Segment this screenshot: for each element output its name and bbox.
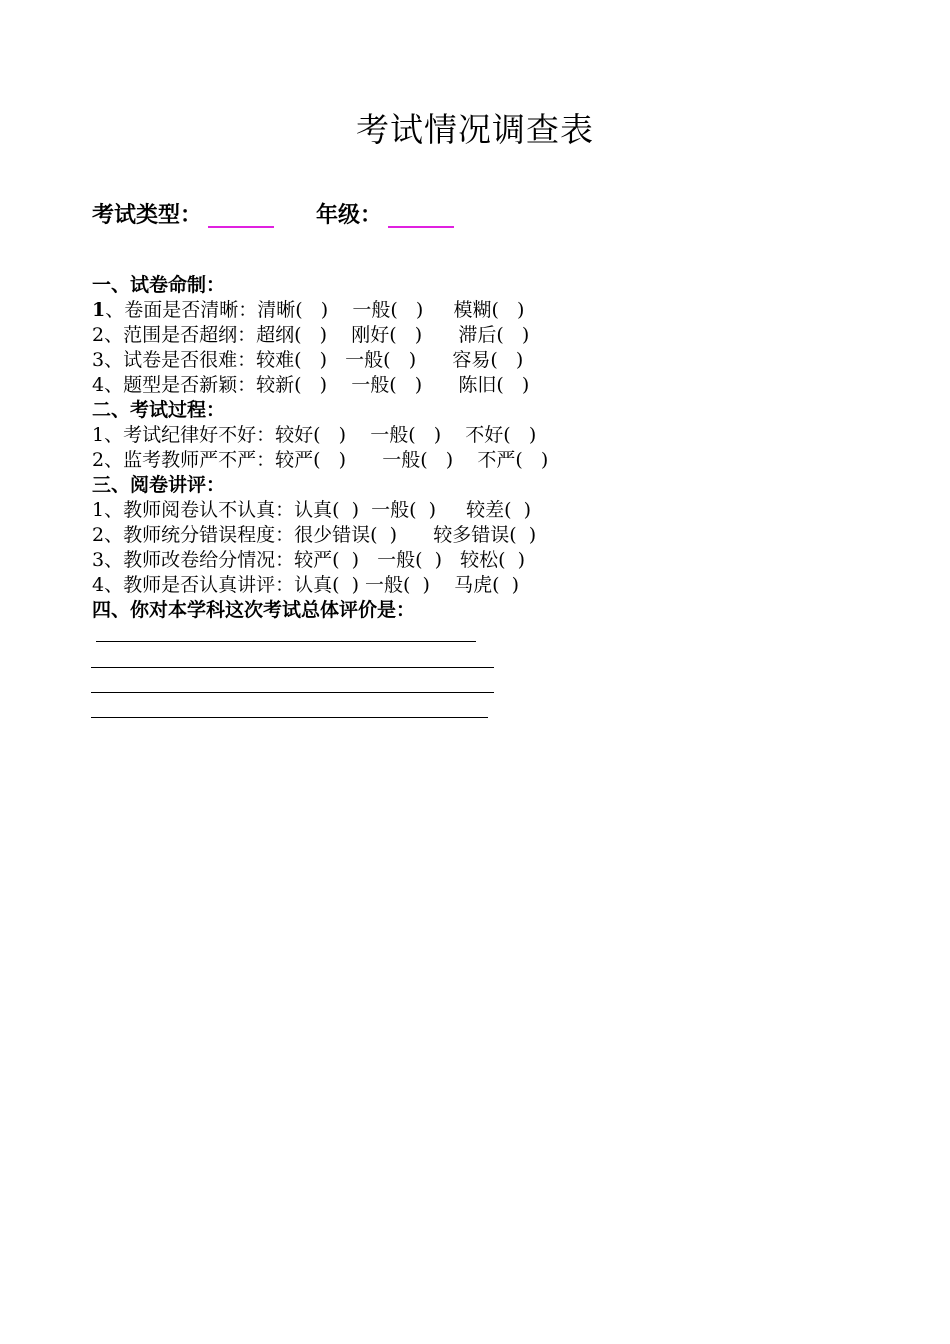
question-number: 2 — [92, 449, 105, 471]
question-row — [92, 573, 548, 598]
section-heading-grading: 三、阅卷讲评： — [92, 474, 226, 496]
section-heading-paper: 一、试卷命制： — [92, 274, 226, 296]
grade-label: 年级： — [316, 203, 383, 228]
question-text: 、教师改卷给分情况：较严( ) 一般( ) 较松( ) — [104, 549, 526, 571]
section-heading-process: 二、考试过程： — [92, 399, 226, 421]
grade-blank[interactable] — [388, 206, 454, 228]
question-number: 4 — [92, 574, 105, 596]
question-row — [92, 498, 548, 523]
question-text: 、教师是否认真讲评：认真( ) 一般( ) 马虎( ) — [104, 574, 520, 596]
question-row — [92, 323, 548, 348]
exam-type-label: 考试类型： — [92, 203, 203, 228]
question-number: 3 — [92, 549, 105, 571]
question-number: 2 — [92, 524, 105, 546]
question-text: 、教师统分错误程度：很少错误( ) 较多错误( ) — [104, 524, 537, 546]
question-number: 1 — [92, 299, 106, 321]
question-number: 1 — [92, 424, 105, 446]
section-heading-overall: 四、你对本学科这次考试总体评价是： — [92, 599, 416, 621]
answer-line[interactable] — [91, 717, 488, 718]
question-text: 、范围是否超纲：超纲( ) 刚好( ) 滞后( ) — [104, 324, 530, 346]
answer-line[interactable] — [96, 641, 476, 642]
exam-meta-row — [92, 198, 454, 229]
question-text: 、考试纪律好不好：较好( ) 一般( ) 不好( ) — [104, 424, 537, 446]
question-row — [92, 423, 548, 448]
question-row — [92, 448, 548, 473]
question-row — [92, 348, 548, 373]
question-row — [92, 548, 548, 573]
question-text: 、卷面是否清晰：清晰( ) 一般( ) 模糊( ) — [105, 299, 525, 321]
question-row — [92, 373, 548, 398]
page-title: 考试情况调查表 — [356, 110, 594, 149]
survey-body — [92, 273, 548, 623]
question-text: 、监考教师严不严：较严( ) 一般( ) 不严( ) — [104, 449, 549, 471]
question-number: 3 — [92, 349, 105, 371]
question-row — [92, 298, 548, 323]
question-text: 、试卷是否很难：较难( ) 一般( ) 容易( ) — [104, 349, 524, 371]
question-text: 、题型是否新颖：较新( ) 一般( ) 陈旧( ) — [104, 374, 530, 396]
question-number: 2 — [92, 324, 105, 346]
answer-line[interactable] — [91, 667, 494, 668]
question-text: 、教师阅卷认不认真：认真( ) 一般( ) 较差( ) — [104, 499, 532, 521]
question-number: 4 — [92, 374, 105, 396]
answer-line[interactable] — [91, 692, 494, 693]
question-number: 1 — [92, 499, 105, 521]
exam-type-blank[interactable] — [208, 206, 274, 228]
question-row — [92, 523, 548, 548]
